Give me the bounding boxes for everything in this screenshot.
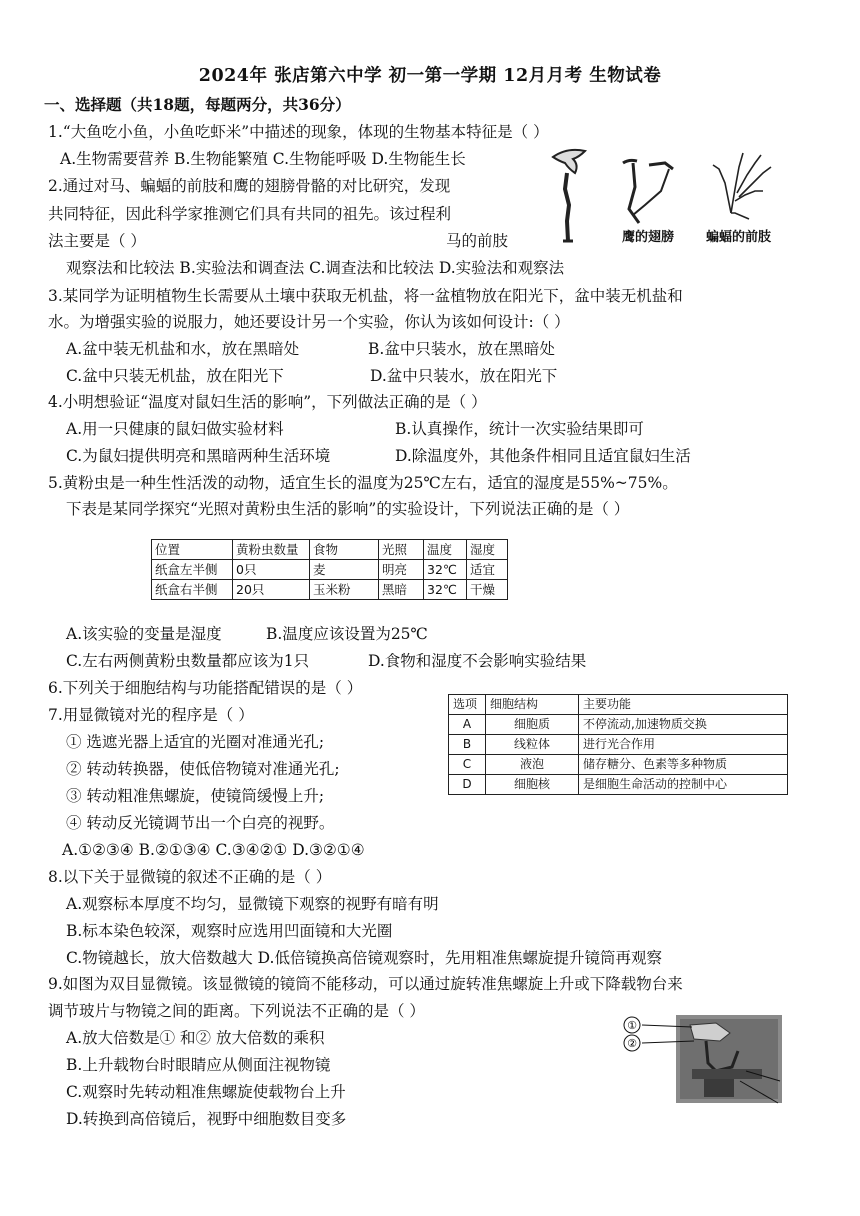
- q5-option-c: C.左右两侧黄粉虫数量都应该为1只: [66, 652, 310, 670]
- table-cell: 20只: [233, 580, 310, 600]
- table-header-cell: 细胞结构: [486, 695, 579, 715]
- table-cell: C: [449, 755, 486, 775]
- eagle-wing-drawing: [623, 160, 673, 223]
- table-cell: 干燥: [467, 580, 508, 600]
- table-cell: 黑暗: [379, 580, 424, 600]
- table-cell: 细胞核: [486, 775, 579, 795]
- table-cell: 进行光合作用: [579, 735, 788, 755]
- table-cell: 细胞质: [486, 715, 579, 735]
- caption-eagle-wing: 鹰的翅膀: [622, 230, 675, 245]
- table-header-cell: 食物: [310, 540, 379, 560]
- q3-option-d: D.盆中只装水，放在阳光下: [370, 367, 558, 385]
- q6-stem: 6.下列关于细胞结构与功能搭配错误的是（ ）: [48, 679, 363, 697]
- table-cell: D: [449, 775, 486, 795]
- table-cell: 0只: [233, 560, 310, 580]
- q8-option-cd: C.物镜越长，放大倍数越大 D.低倍镜换高倍镜观察时，先用粗准焦螺旋提升镜筒再观察: [66, 949, 662, 967]
- q2-stem-line2: 共同特征，因此科学家推测它们具有共同的祖先。该过程利: [48, 205, 452, 223]
- table-header-row: [449, 695, 788, 715]
- q5-stem-line1: 5.黄粉虫是一种生性活泼的动物，适宜生长的温度为25℃左右，适宜的湿度是55%~75%。: [48, 474, 678, 492]
- q3-stem-line1: 3.某同学为证明植物生长需要从土壤中获取无机盐，将一盆植物放在阳光下，盆中装无机盐和: [48, 287, 683, 305]
- table-cell: 储存糖分、色素等多种物质: [579, 755, 788, 775]
- table-cell: 不停流动,加速物质交换: [579, 715, 788, 735]
- q7-stem: 7.用显微镜对光的程序是（ ）: [48, 706, 254, 724]
- q9-option-a: A.放大倍数是① 和② 放大倍数的乘积: [66, 1029, 325, 1047]
- table-cell: 纸盒右半侧: [152, 580, 233, 600]
- q7-step-2: ② 转动转换器，使低倍物镜对准通光孔;: [66, 760, 340, 778]
- table-row: [152, 560, 508, 580]
- q9-stem-line2: 调节玻片与物镜之间的距离。下列说法不正确的是（ ）: [48, 1002, 425, 1020]
- q2-stem-line1: 2.通过对马、蝙蝠的前肢和鹰的翅膀骨骼的对比研究，发现: [48, 177, 451, 195]
- table-header-cell: 光照: [379, 540, 424, 560]
- binocular-microscope-figure: [620, 1011, 785, 1106]
- q7-step-3: ③ 转动粗准焦螺旋，使镜筒缓慢上升;: [66, 787, 325, 805]
- q4-option-d: D.除温度外，其他条件相同且适宜鼠妇生活: [395, 447, 691, 465]
- table-row: [449, 715, 788, 735]
- table-cell: 32℃: [424, 580, 467, 600]
- q8-option-a: A.观察标本厚度不均匀，显微镜下观察的视野有暗有明: [66, 895, 439, 913]
- q9-option-c: C.观察时先转动粗准焦螺旋使载物台上升: [66, 1083, 346, 1101]
- q5-option-a: A.该实验的变量是湿度: [66, 625, 222, 643]
- label-eyepiece: ①: [627, 1019, 637, 1032]
- table-header-cell: 黄粉虫数量: [233, 540, 310, 560]
- table-row: [152, 580, 508, 600]
- q7-step-4: ④ 转动反光镜调节出一个白亮的视野。: [66, 814, 335, 832]
- table-row: [449, 775, 788, 795]
- q6-cell-structure-table: [448, 694, 788, 795]
- q9-stem-line1: 9.如图为双目显微镜。该显微镜的镜筒不能移动，可以通过旋转准焦螺旋上升或下降载物台来: [48, 975, 683, 993]
- table-cell: 液泡: [486, 755, 579, 775]
- table-cell: A: [449, 715, 486, 735]
- table-cell: B: [449, 735, 486, 755]
- q3-stem-line2: 水。为增强实验的说服力，她还要设计另一个实验，你认为该如何设计:（ ）: [48, 313, 570, 331]
- q1-stem: 1.“大鱼吃小鱼，小鱼吃虾米”中描述的现象，体现的生物基本特征是（ ）: [48, 123, 549, 141]
- horse-forelimb-drawing: [553, 150, 585, 241]
- q2-stem-line3: 法主要是（ ）: [48, 232, 146, 250]
- q7-options: A.①②③④ B.②①③④ C.③④②① D.③②①④: [62, 841, 365, 859]
- table-cell: 麦: [310, 560, 379, 580]
- q4-option-c: C.为鼠妇提供明亮和黑暗两种生活环境: [66, 447, 331, 465]
- q5-option-b: B.温度应该设置为25℃: [266, 625, 428, 643]
- q4-option-a: A.用一只健康的鼠妇做实验材料: [66, 420, 284, 438]
- table-header-cell: 主要功能: [579, 695, 788, 715]
- q8-stem: 8.以下关于显微镜的叙述不正确的是（ ）: [48, 868, 332, 886]
- q9-option-d: D.转换到高倍镜后，视野中细胞数目变多: [66, 1110, 347, 1128]
- q5-experiment-table: [151, 539, 508, 600]
- table-row: [449, 735, 788, 755]
- table-cell: 是细胞生命活动的控制中心: [579, 775, 788, 795]
- table-cell: 纸盒左半侧: [152, 560, 233, 580]
- q4-option-b: B.认真操作，统计一次实验结果即可: [395, 420, 644, 438]
- q9-option-b: B.上升载物台时眼睛应从侧面注视物镜: [66, 1056, 331, 1074]
- table-header-cell: 位置: [152, 540, 233, 560]
- caption-bat-forelimb: 蝙蝠的前肢: [706, 230, 772, 245]
- table-row: [449, 755, 788, 775]
- q2-options: 观察法和比较法 B.实验法和调查法 C.调查法和比较法 D.实验法和观察法: [66, 259, 565, 277]
- q3-option-a: A.盆中装无机盐和水，放在黑暗处: [66, 340, 300, 358]
- table-cell: 明亮: [379, 560, 424, 580]
- page-title: 2024年 张店第六中学 初一第一学期 12月月考 生物试卷: [198, 66, 662, 86]
- table-cell: 适宜: [467, 560, 508, 580]
- q7-step-1: ① 选遮光器上适宜的光圈对准通光孔;: [66, 733, 325, 751]
- table-cell: 线粒体: [486, 735, 579, 755]
- table-header-cell: 选项: [449, 695, 486, 715]
- table-cell: 32℃: [424, 560, 467, 580]
- bat-forelimb-drawing: [713, 153, 771, 219]
- q1-options: A.生物需要营养 B.生物能繁殖 C.生物能呼吸 D.生物能生长: [60, 150, 466, 168]
- section-heading: 一、选择题（共18题，每题两分，共36分）: [44, 95, 351, 114]
- label-objective: ②: [627, 1037, 637, 1050]
- table-cell: 玉米粉: [310, 580, 379, 600]
- q3-option-b: B.盆中只装水，放在黑暗处: [368, 340, 555, 358]
- q4-stem: 4.小明想验证“温度对鼠妇生活的影响”，下列做法正确的是（ ）: [48, 393, 487, 411]
- table-header-cell: 温度: [424, 540, 467, 560]
- table-header-row: [152, 540, 508, 560]
- table-header-cell: 湿度: [467, 540, 508, 560]
- q5-stem-line2: 下表是某同学探究“光照对黄粉虫生活的影响”的实验设计，下列说法正确的是（ ）: [66, 500, 630, 518]
- q5-option-d: D.食物和湿度不会影响实验结果: [368, 652, 587, 670]
- q2-caption-horse: 马的前肢: [446, 232, 509, 250]
- q3-option-c: C.盆中只装无机盐，放在阳光下: [66, 367, 284, 385]
- q8-option-b: B.标本染色较深，观察时应选用凹面镜和大光圈: [66, 922, 393, 940]
